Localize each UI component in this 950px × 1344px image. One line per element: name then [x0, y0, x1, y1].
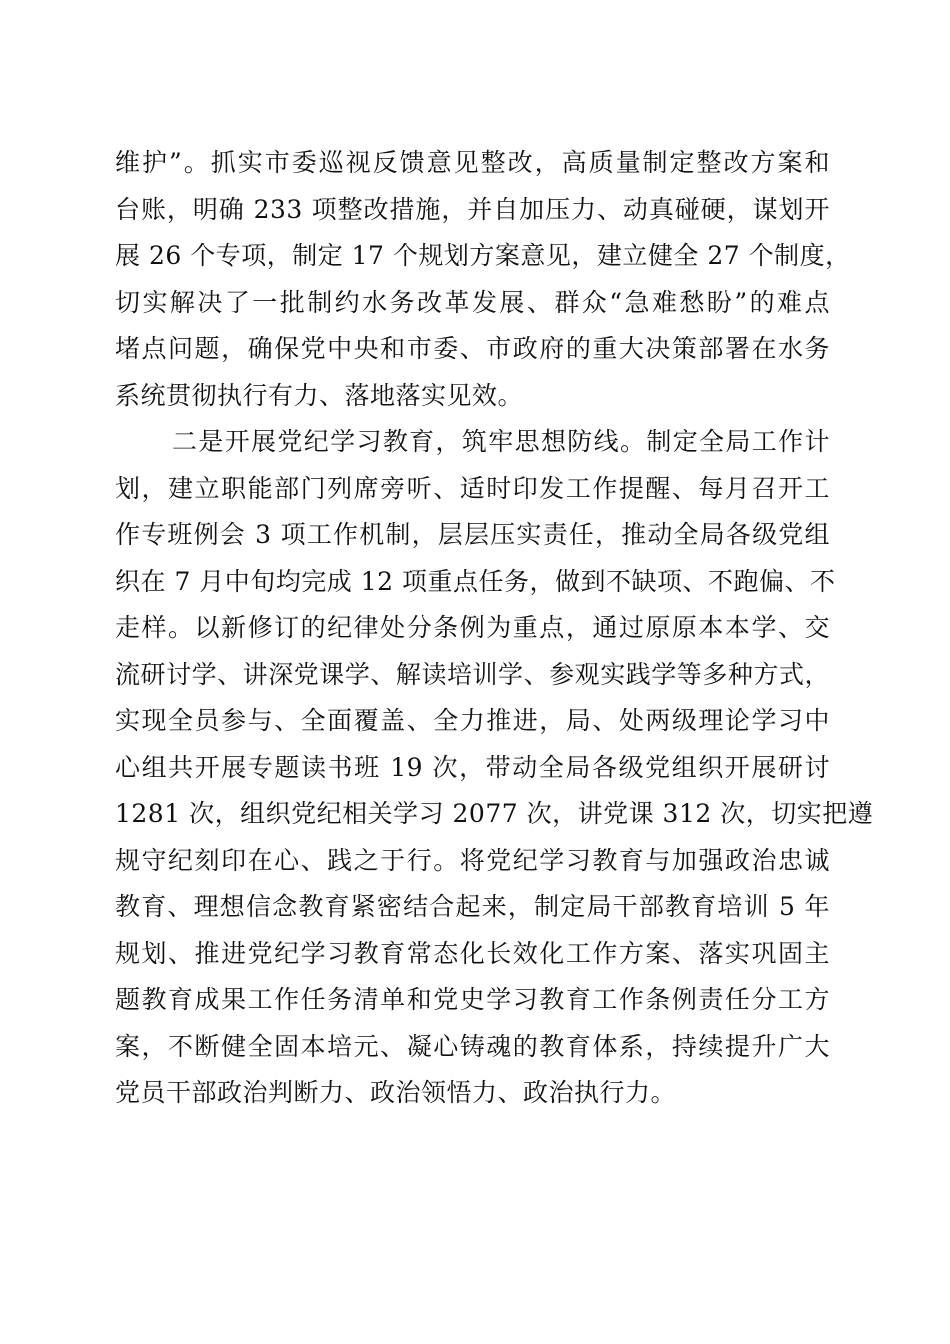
document-body	[115, 140, 874, 1117]
text-line: 党员干部政治判断力、政治领悟力、政治执行力。	[115, 1078, 677, 1107]
text-line: 1281 次，组织党纪相关学习 2077 次，讲党课 312 次，切实把遵	[115, 799, 874, 828]
text-line: 维护”。抓实市委巡视反馈意见整改，高质量制定整改方案和	[115, 148, 830, 177]
text-line: 实现全员参与、全面覆盖、全力推进，局、处两级理论学习中	[115, 706, 830, 735]
paragraph-2	[115, 419, 874, 1117]
text-line: 规守纪刻印在心、践之于行。将党纪学习教育与加强政治忠诚	[115, 845, 830, 875]
text-line: 台账，明确 233 项整改措施，并自加压力、动真碰硬，谋划开	[115, 194, 830, 224]
text-line: 展 26 个专项，制定 17 个规划方案意见，建立健全 27 个制度，	[115, 241, 851, 270]
text-line: 流研讨学、讲深党课学、解读培训学、参观实践学等多种方式，	[115, 659, 830, 689]
text-line: 心组共开展专题读书班 19 次，带动全局各级党组织开展研讨	[115, 752, 830, 782]
text-line: 案，不断健全固本培元、凝心铸魂的教育体系，持续提升广大	[115, 1031, 830, 1061]
text-line: 题教育成果工作任务清单和党史学习教育工作条例责任分工方	[115, 985, 830, 1014]
paragraph-1	[115, 140, 851, 419]
text-line: 走样。以新修订的纪律处分条例为重点，通过原原本本学、交	[115, 613, 830, 642]
text-line: 教育、理想信念教育紧密结合起来，制定局干部教育培训 5 年	[115, 892, 830, 921]
text-line: 二是开展党纪学习教育，筑牢思想防线。制定全局工作计	[172, 427, 830, 456]
text-line: 划，建立职能部门列席旁听、适时印发工作提醒、每月召开工	[115, 473, 830, 503]
text-line: 规划、推进党纪学习教育常态化长效化工作方案、落实巩固主	[115, 938, 830, 968]
text-line: 织在 7 月中旬均完成 12 项重点任务，做到不缺项、不跑偏、不	[115, 566, 836, 596]
text-line: 作专班例会 3 项工作机制，层层压实责任，推动全局各级党组	[115, 520, 830, 549]
text-line: 堵点问题，确保党中央和市委、市政府的重大决策部署在水务	[115, 334, 830, 363]
text-line: 切实解决了一批制约水务改革发展、群众“急难愁盼”的难点	[115, 287, 830, 317]
text-line: 系统贯彻执行有力、落地落实见效。	[115, 380, 524, 410]
